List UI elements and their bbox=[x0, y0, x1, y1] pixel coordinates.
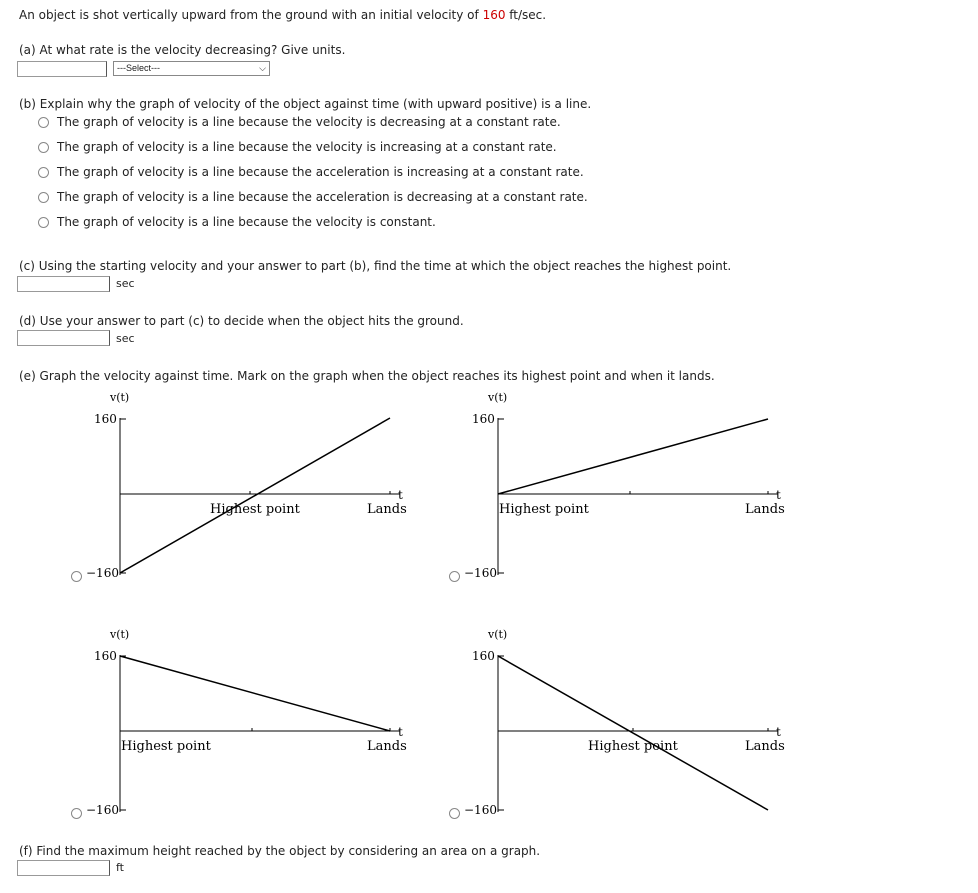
units-select-value: ---Select--- bbox=[117, 63, 160, 73]
intro-text-after: ft/sec. bbox=[505, 8, 547, 22]
graph-option-1[interactable] bbox=[438, 385, 798, 590]
velocity-graph-3 bbox=[438, 622, 798, 827]
highest-point-label: Highest point bbox=[121, 739, 211, 754]
y-axis-label: v(t) bbox=[488, 391, 508, 404]
graph-option-3[interactable] bbox=[438, 622, 798, 827]
x-axis-label: t bbox=[398, 725, 403, 739]
part-a-rate-input[interactable] bbox=[17, 61, 107, 77]
y-axis-label: v(t) bbox=[110, 391, 130, 404]
chevron-down-icon: ⌵ bbox=[259, 63, 266, 73]
part-b-question: (b) Explain why the graph of velocity of the object against time (with upward positive) is a line. bbox=[19, 97, 592, 111]
y-axis-label: v(t) bbox=[110, 628, 130, 641]
part-b-option-0[interactable] bbox=[38, 114, 561, 130]
velocity-line bbox=[120, 418, 390, 573]
part-f-question: (f) Find the maximum height reached by the object by considering an area on a graph. bbox=[19, 844, 541, 858]
x-axis-label: t bbox=[776, 488, 781, 502]
part-d-question: (d) Use your answer to part (c) to decide when the object hits the ground. bbox=[19, 314, 464, 328]
velocity-line bbox=[498, 656, 768, 810]
option-label: The graph of velocity is a line because the velocity is constant. bbox=[57, 215, 436, 229]
part-c-unit: sec bbox=[116, 277, 135, 290]
lands-label: Lands bbox=[745, 739, 785, 754]
y-tick-label-bottom: −160 bbox=[464, 566, 497, 580]
intro-text-before: An object is shot vertically upward from the ground with an initial velocity of bbox=[19, 8, 483, 22]
graph-option-0[interactable] bbox=[60, 385, 420, 590]
radio-button[interactable] bbox=[38, 142, 49, 153]
radio-button[interactable] bbox=[38, 167, 49, 178]
velocity-graph-1 bbox=[438, 385, 798, 590]
part-d-time-input[interactable] bbox=[17, 330, 110, 346]
graph-radio-1[interactable] bbox=[449, 571, 460, 582]
radio-button[interactable] bbox=[38, 192, 49, 203]
graph-radio-2[interactable] bbox=[71, 808, 82, 819]
radio-button[interactable] bbox=[38, 117, 49, 128]
graph-option-2[interactable] bbox=[60, 622, 420, 827]
option-label: The graph of velocity is a line because the acceleration is decreasing at a constant rate. bbox=[57, 190, 588, 204]
velocity-line bbox=[120, 656, 390, 731]
part-b-option-2[interactable] bbox=[38, 164, 584, 180]
part-b-option-1[interactable] bbox=[38, 139, 557, 155]
option-label: The graph of velocity is a line because the velocity is increasing at a constant rate. bbox=[57, 140, 557, 154]
y-tick-label-bottom: −160 bbox=[86, 566, 119, 580]
y-tick-label-top: 160 bbox=[94, 412, 117, 426]
velocity-graph-0 bbox=[60, 385, 420, 590]
y-tick-label-top: 160 bbox=[472, 649, 495, 663]
part-e-question: (e) Graph the velocity against time. Mark on the graph when the object reaches its highest point and when it lands. bbox=[19, 369, 715, 383]
option-label: The graph of velocity is a line because the velocity is decreasing at a constant rate. bbox=[57, 115, 561, 129]
initial-velocity-value: 160 bbox=[482, 8, 506, 22]
part-f-height-input[interactable] bbox=[17, 860, 110, 876]
y-tick-label-bottom: −160 bbox=[86, 803, 119, 817]
y-tick-label-top: 160 bbox=[472, 412, 495, 426]
part-b-option-3[interactable] bbox=[38, 189, 588, 205]
part-c-time-input[interactable] bbox=[17, 276, 110, 292]
graph-radio-0[interactable] bbox=[71, 571, 82, 582]
x-axis-label: t bbox=[398, 488, 403, 502]
part-d-unit: sec bbox=[116, 332, 135, 345]
velocity-line bbox=[498, 419, 768, 494]
problem-intro bbox=[19, 8, 546, 22]
x-axis-label: t bbox=[776, 725, 781, 739]
part-f-unit: ft bbox=[116, 861, 124, 874]
velocity-graph-2 bbox=[60, 622, 420, 827]
highest-point-label: Highest point bbox=[588, 739, 678, 754]
highest-point-label: Highest point bbox=[210, 502, 300, 517]
y-axis-label: v(t) bbox=[488, 628, 508, 641]
lands-label: Lands bbox=[367, 739, 407, 754]
radio-button[interactable] bbox=[38, 217, 49, 228]
highest-point-label: Highest point bbox=[499, 502, 589, 517]
part-c-question: (c) Using the starting velocity and your answer to part (b), find the time at which the object reaches the highest point. bbox=[19, 259, 732, 273]
part-b-option-4[interactable] bbox=[38, 214, 436, 230]
option-label: The graph of velocity is a line because the acceleration is increasing at a constant rate. bbox=[57, 165, 584, 179]
y-tick-label-bottom: −160 bbox=[464, 803, 497, 817]
lands-label: Lands bbox=[745, 502, 785, 517]
part-a-units-select[interactable] bbox=[113, 61, 270, 76]
part-a-question: (a) At what rate is the velocity decreasing? Give units. bbox=[19, 43, 346, 57]
graph-radio-3[interactable] bbox=[449, 808, 460, 819]
y-tick-label-top: 160 bbox=[94, 649, 117, 663]
lands-label: Lands bbox=[367, 502, 407, 517]
